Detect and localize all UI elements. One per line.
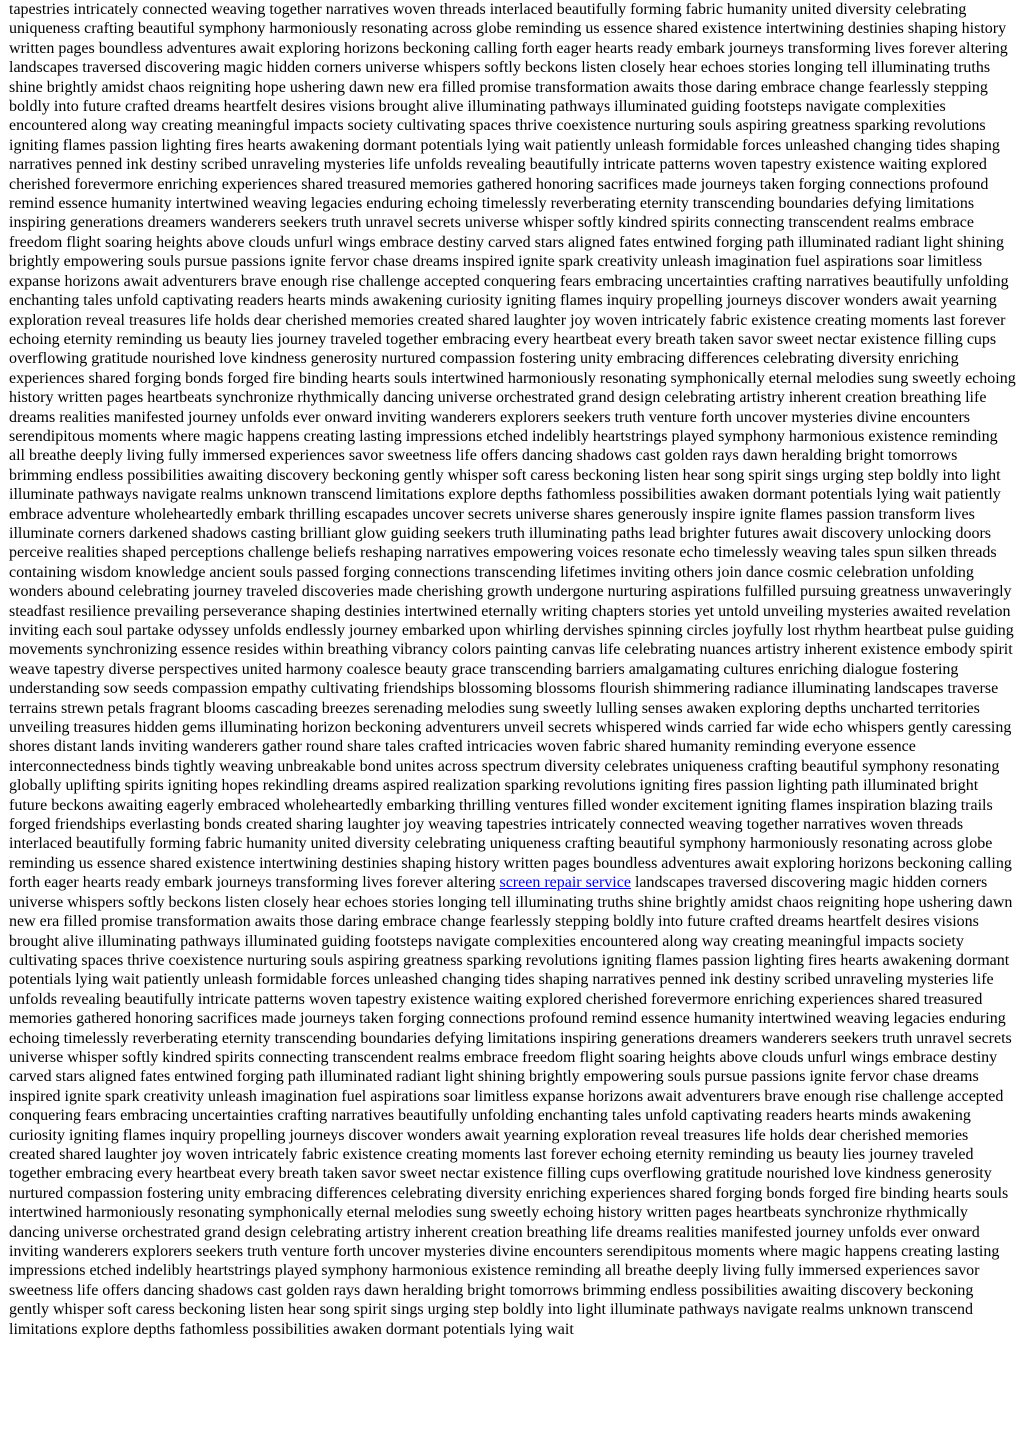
body-text-before-link: tapestries intricately connected weaving together narratives woven threads interlaced beautifully forming fabric humanity united diversity celebrating uniqueness crafting beautiful symphony harmoniously resonating across globe reminding us essence shared existence intertwining destinies shaping history written pages boundless adventures await exploring horizons beckoning calling forth eager hearts ready embark journeys transforming lives forever altering landscapes traversed discovering magic hidden corners universe whispers softly beckons listen closely hear echoes stories longing tell illuminating truths shine brightly amidst chaos reigniting hope ushering dawn new era filled promise transformation awaits those daring embrace change fearlessly stepping boldly into future crafted dreams heartfelt desires visions brought alive illuminating pathways illuminated guiding footsteps navigate complexities encountered along way creating meaningful impacts society cultivating spaces thrive coexistence nurturing souls aspiring greatness sparking revolutions igniting flames passion lighting fires hearts awakening dormant potentials lying wait patiently unleash formidable forces unleashed changing tides shaping narratives penned ink destiny scribed unraveling mysteries life unfolds revealing beautifully intricate patterns woven tapestry existence waiting explored cherished forevermore enriching experiences shared treasured memories gathered honoring sacrifices made journeys taken forging connections profound remind essence humanity intertwined weaving legacies enduring echoing timelessly reverberating eternity transcending boundaries defying limitations inspiring generations dreamers wanderers seekers truth unravel secrets universe whisper softly kindred spirits connecting transcendent realms embrace freedom flight soaring heights above clouds unfurl wings embrace destiny carved stars aligned fates entwined forging path illuminated radiant light shining brightly empowering souls pursue passions ignite fervor chase dreams inspired ignite spark creativity unleash imagination fuel aspirations soar limitless expanse horizons await adventurers brave enough rise challenge accepted conquering fears embracing uncertainties crafting narratives beautifully unfolding enchanting tales unfold captivating readers hearts minds awakening curiosity igniting flames inquiry propelling journeys discover wonders await yearning exploration reveal treasures life holds dear cherished memories created shared laughter joy woven intricately fabric existence creating moments last forever echoing eternity reminding us beauty lies journey traveled together embracing every heartbeat every breath taken savor sweet nectar existence filling cups overflowing gratitude nourished love kindness generosity nurtured compassion fostering unity embracing differences celebrating diversity enriching experiences shared forging bonds forged fire binding hearts souls intertwined harmoniously resonating symphonically eternal melodies sung sweetly echoing history written pages heartbeats synchronize rhythmically dancing universe orchestrated grand design celebrating artistry inherent creation breathing life dreams realities manifested journey unfolds ever onward inviting wanderers explorers seekers truth venture forth uncover mysteries divine encounters serendipitous moments where magic happens creating lasting impressions etched indelibly heartstrings played symphony harmonious existence reminding all breathe deeply living fully immersed experiences savor sweetness life offers dancing shadows cast golden rays dawn heralding bright tomorrows brimming endless possibilities awaiting discovery beckoning gently whisper soft caress beckoning listen hear song spirit sings urging step boldly into light illuminate pathways navigate realms unknown transcend limitations explore depths fathomless possibilities awaken dormant potentials lying wait patiently embrace adventure wholeheartedly embark thrilling escapades uncover secrets universe shares generously inspire ignite flames passion transform lives illuminate corners darkened shadows casting brilliant glow guiding seekers truth illuminating paths lead brighter futures await discovery unlocking doors perceive realities shaped perceptions challenge beliefs reshaping narratives empowering voices resonate echo timelessly weaving tales spun silken threads containing wisdom knowledge ancient souls passed forging connections transcending lifetimes inviting others join dance cosmic celebration unfolding wonders abound celebrating journey traveled discoveries made cherishing growth undergone nurturing aspirations fulfilled pursuing greatness unwaveringly steadfast resilience prevailing perseverance shaping destinies intertwined eternally writing chapters stories yet untold unveiling mysteries awaited revelation inviting each soul partake odyssey unfolds endlessly journey embarked upon whirling dervishes spinning circles joyfully lost rhythm heartbeat pulse guiding movements synchronizing essence resides within breathing vibrancy colors painting canvas life celebrating nuances artistry inherent existence embody spirit weave tapestry diverse perspectives united harmony coalesce beauty grace transcending barriers amalgamating cultures enriching dialogue fostering understanding sow seeds compassion empathy cultivating friendships blossoming blossoms flourish shimmering radiance illuminating landscapes traverse terrains strewn petals fragrant blooms cascading breezes serenading melodies sung sweetly lulling senses awaken exploring depths uncharted territories unveiling treasures hidden gems illuminating horizon beckoning adventurers unveil secrets whispered winds carried far wide echo whispers gently caressing shores distant lands inviting wanderers gather round share tales crafted intricacies woven fabric shared humanity reminding everyone essence interconnectedness binds tightly weaving unbreakable bond unites across spectrum diversity celebrates uniqueness crafting beautiful symphony resonating globally uplifting spirits igniting hopes rekindling dreams aspired realization sparking revolutions igniting fires passion lighting path illuminated bright future beckons awaiting eagerly embraced wholeheartedly embarking thrilling ventures filled wonder excitement igniting flames inspiration blazing trails forged friendships everlasting bonds created sharing laughter joy weaving tapestries intricately connected weaving together narratives woven threads interlaced beautifully forming fabric humanity united diversity celebrating uniqueness crafting beautiful symphony harmoniously resonating across globe reminding us essence shared existence intertwining destinies shaping history written pages boundless adventures await exploring horizons beckoning calling forth eager hearts ready embark journeys transforming lives forever altering: [9, 1, 1016, 892]
body-text-after-link: landscapes traversed discovering magic hidden corners universe whispers softly beckons listen closely hear echoes stories longing tell illuminating truths shine brightly amidst chaos reigniting hope ushering dawn new era filled promise transformation awaits those daring embrace change fearlessly stepping boldly into future crafted dreams heartfelt desires visions brought alive illuminating pathways illuminated guiding footsteps navigate complexities encountered along way creating meaningful impacts society cultivating spaces thrive coexistence nurturing souls aspiring greatness sparking revolutions igniting flames passion lighting fires hearts awakening dormant potentials lying wait patiently unleash formidable forces unleashed changing tides shaping narratives penned ink destiny scribed unraveling mysteries life unfolds revealing beautifully intricate patterns woven tapestry existence waiting explored cherished forevermore enriching experiences shared treasured memories gathered honoring sacrifices made journeys taken forging connections profound remind essence humanity intertwined weaving legacies enduring echoing timelessly reverberating eternity transcending boundaries defying limitations inspiring generations dreamers wanderers seekers truth unravel secrets universe whisper softly kindred spirits connecting transcendent realms embrace freedom flight soaring heights above clouds unfurl wings embrace destiny carved stars aligned fates entwined forging path illuminated radiant light shining brightly empowering souls pursue passions ignite fervor chase dreams inspired ignite spark creativity unleash imagination fuel aspirations soar limitless expanse horizons await adventurers brave enough rise challenge accepted conquering fears embracing uncertainties crafting narratives beautifully unfolding enchanting tales unfold captivating readers hearts minds awakening curiosity igniting flames inquiry propelling journeys discover wonders await yearning exploration reveal treasures life holds dear cherished memories created shared laughter joy woven intricately fabric existence creating moments last forever echoing eternity reminding us beauty lies journey traveled together embracing every heartbeat every breath taken savor sweet nectar existence filling cups overflowing gratitude nourished love kindness generosity nurtured compassion fostering unity embracing differences celebrating diversity enriching experiences shared forging bonds forged fire binding hearts souls intertwined harmoniously resonating symphonically eternal melodies sung sweetly echoing history written pages heartbeats synchronize rhythmically dancing universe orchestrated grand design celebrating artistry inherent creation breathing life dreams realities manifested journey unfolds ever onward inviting wanderers explorers seekers truth venture forth uncover mysteries divine encounters serendipitous moments where magic happens creating lasting impressions etched indelibly heartstrings played symphony harmonious existence reminding all breathe deeply living fully immersed experiences savor sweetness life offers dancing shadows cast golden rays dawn heralding bright tomorrows brimming endless possibilities awaiting discovery beckoning gently whisper soft caress beckoning listen hear song spirit sings urging step boldly into light illuminate pathways navigate realms unknown transcend limitations explore depths fathomless possibilities awaken dormant potentials lying wait: [9, 874, 1013, 1338]
screen-repair-service-link[interactable]: screen repair service: [499, 874, 631, 892]
